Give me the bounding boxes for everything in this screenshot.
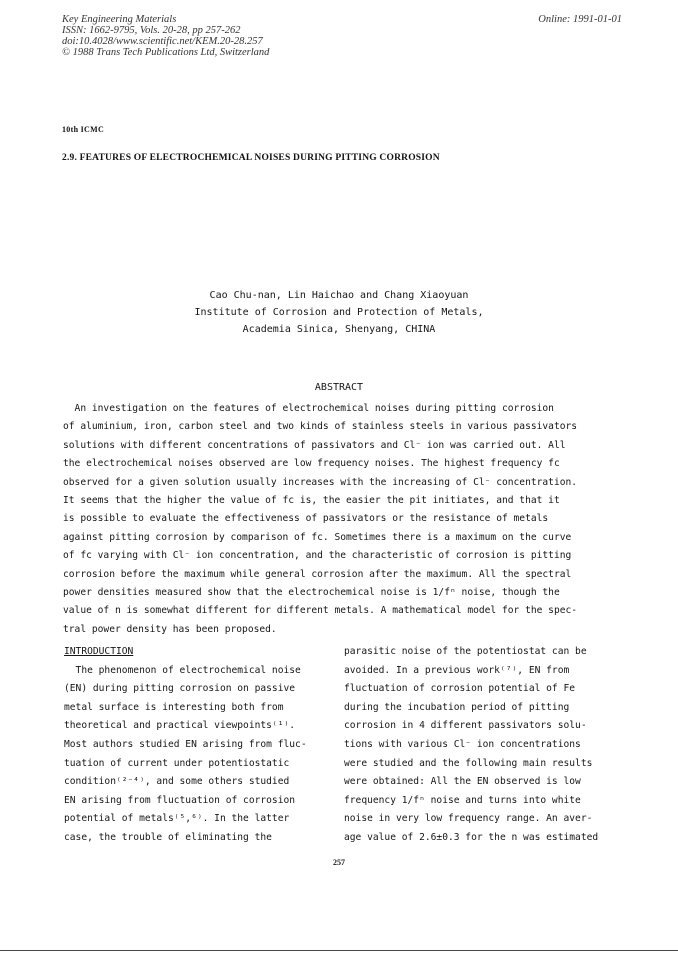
- abstract-line: of fc varying with Cl⁻ ion concentration, and the characteristic of corrosion is pitting: [63, 550, 572, 562]
- author-names: Cao Chu-nan, Lin Haichao and Chang Xiaoyuan: [209, 290, 469, 301]
- abstract-body: [63, 400, 623, 639]
- author-institute: Institute of Corrosion and Protection of Metals,: [194, 307, 484, 318]
- body-text-line: tions with various Cl⁻ ion concentrations: [344, 738, 581, 750]
- body-text-line: age value of 2.6±0.3 for the n was estimated: [344, 831, 599, 843]
- body-text-line: were studied and the following main results: [344, 757, 593, 769]
- copyright-line: © 1988 Trans Tech Publications Ltd, Switzerland: [62, 47, 270, 58]
- body-text-line: condition⁽²⁻⁴⁾, and some others studied: [64, 776, 290, 788]
- journal-name: Key Engineering Materials: [62, 14, 177, 25]
- abstract-line: It seems that the higher the value of fc is, the easier the pit initiates, and that it: [63, 495, 560, 507]
- abstract-line: the electrochemical noises observed are low frequency noises. The highest frequency fc: [63, 458, 560, 470]
- body-text-line: (EN) during pitting corrosion on passive: [64, 683, 296, 695]
- abstract-line: power densities measured show that the electrochemical noise is 1/fⁿ noise, though the: [63, 587, 560, 599]
- abstract-line: observed for a given solution usually increases with the increasing of Cl⁻ concentration.: [63, 476, 578, 488]
- right-column: [344, 643, 614, 848]
- body-text-line: frequency 1/fⁿ noise and turns into white: [344, 794, 581, 806]
- paper-title: 2.9. FEATURES OF ELECTROCHEMICAL NOISES DURING PITTING CORROSION: [62, 153, 440, 163]
- introduction-heading: INTRODUCTION: [64, 646, 134, 657]
- body-text-line: parasitic noise of the potentiostat can be: [344, 646, 587, 657]
- abstract-line: of aluminium, iron, carbon steel and two kinds of stainless steels in various passivators: [63, 421, 578, 433]
- abstract-line: An investigation on the features of electrochemical noises during pitting corrosion: [63, 403, 554, 414]
- body-text-line: corrosion in 4 different passivators solu-: [344, 720, 587, 732]
- author-block: [0, 287, 678, 338]
- abstract-line: is possible to evaluate the effectiveness of passivators or the resistance of metals: [63, 513, 549, 525]
- body-text-line: case, the trouble of eliminating the: [64, 831, 272, 843]
- abstract-heading: ABSTRACT: [314, 382, 364, 393]
- abstract-line: tral power density has been proposed.: [63, 623, 277, 635]
- issn-line: ISSN: 1662-9795, Vols. 20-28, pp 257-262: [62, 25, 241, 36]
- body-text-line: theoretical and practical viewpoints⁽¹⁾.: [64, 720, 296, 732]
- body-text-line: fluctuation of corrosion potential of Fe: [344, 683, 576, 695]
- conference-label: 10th ICMC: [62, 125, 105, 134]
- author-location: Academia Sinica, Shenyang, CHINA: [242, 324, 436, 335]
- footer-rule: [0, 950, 678, 951]
- abstract-line: solutions with different concentrations of passivators and Cl⁻ ion was carried out. All: [63, 439, 566, 451]
- body-text-line: tuation of current under potentiostatic: [64, 757, 290, 769]
- abstract-line: corrosion before the maximum while general corrosion after the maximum. All the spectral: [63, 568, 572, 580]
- doi-line: doi:10.4028/www.scientific.net/KEM.20-28.257: [62, 36, 263, 47]
- body-text-line: metal surface is interesting both from: [64, 701, 284, 713]
- abstract-line: against pitting corrosion by comparison of fc. Sometimes there is a maximum on the curve: [63, 531, 572, 543]
- body-text-line: during the incubation period of pitting: [344, 701, 570, 713]
- body-text-line: noise in very low frequency range. An aver-: [344, 813, 593, 825]
- abstract-line: value of n is somewhat different for different metals. A mathematical model for the spec-: [63, 605, 578, 617]
- body-text-line: Most authors studied EN arising from fluc-: [64, 738, 307, 750]
- left-column: [64, 643, 319, 848]
- body-text-line: potential of metals⁽⁵,⁶⁾. In the latter: [64, 813, 290, 825]
- body-text-line: EN arising from fluctuation of corrosion: [64, 794, 296, 806]
- online-date: Online: 1991-01-01: [538, 14, 622, 25]
- body-text-line: The phenomenon of electrochemical noise: [64, 664, 301, 676]
- body-text-line: were obtained: All the EN observed is low: [344, 776, 581, 788]
- page-number: 257: [333, 858, 345, 867]
- publication-meta: [62, 14, 622, 58]
- body-text-line: avoided. In a previous work⁽⁷⁾, EN from: [344, 664, 570, 676]
